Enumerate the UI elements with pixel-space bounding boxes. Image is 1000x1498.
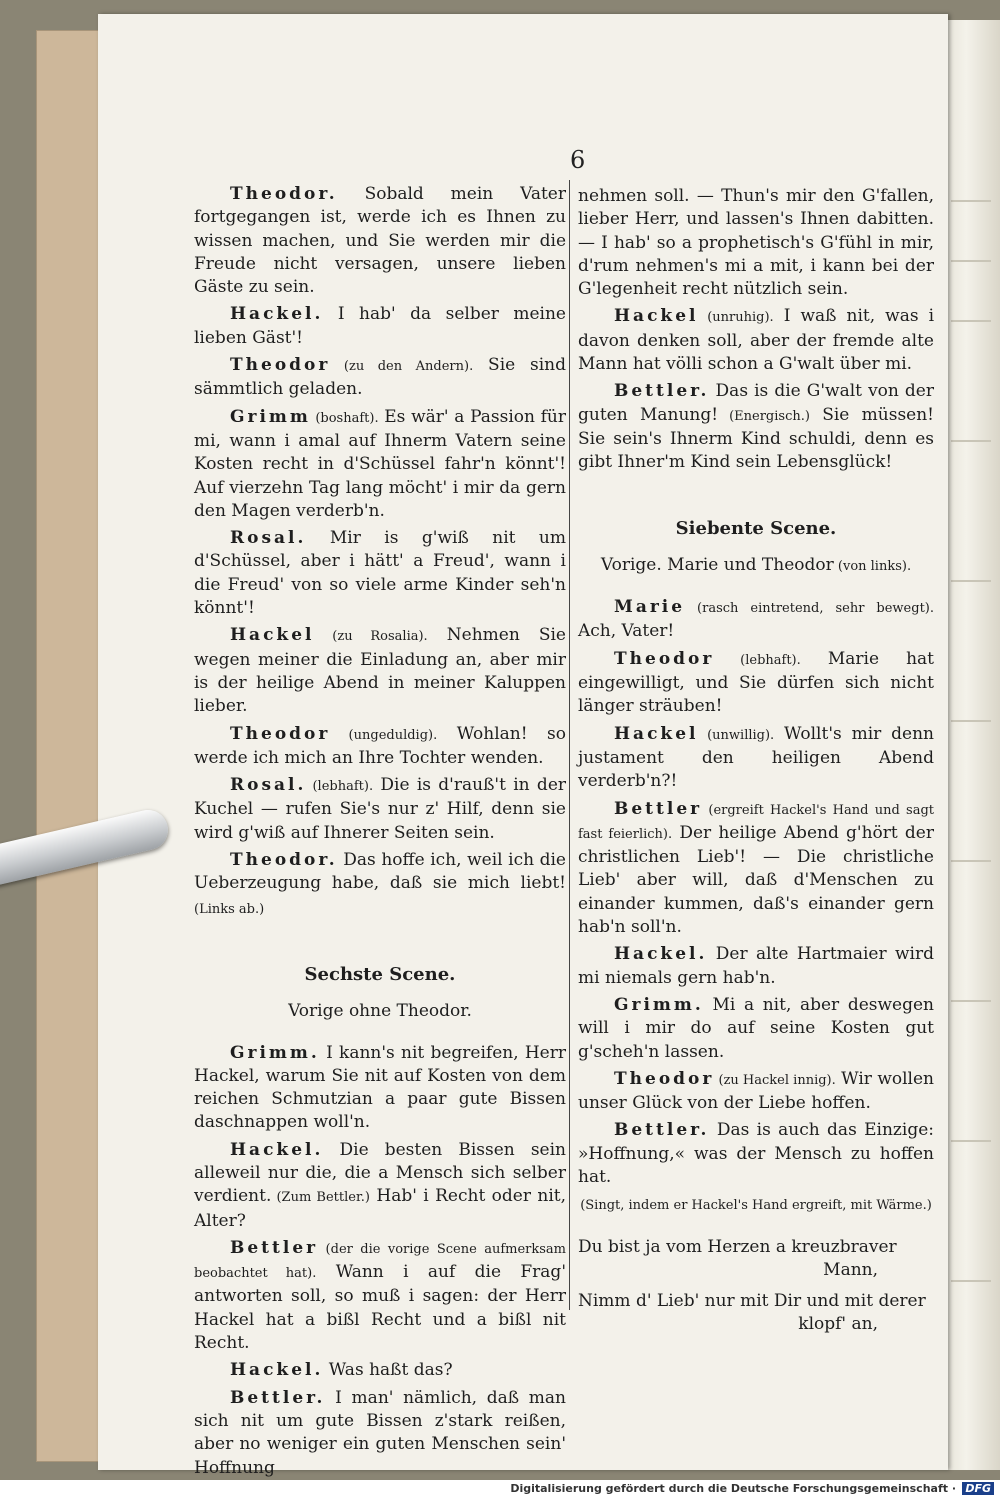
verse-line: Nimm d' Lieb' nur mit Dir und mit derer [578, 1291, 926, 1312]
dialogue-paragraph [194, 1237, 566, 1355]
dialogue-text: Der alte Hartmaier wird mi niemals gern hab'n. [578, 944, 934, 988]
speaker-name: Theodor [230, 723, 331, 744]
stage-direction: (Zum Bettler.) [271, 1190, 370, 1206]
dialogue-paragraph [578, 648, 934, 719]
verse-line: Du bist ja vom Herzen a kreuzbraver [578, 1236, 897, 1257]
dialogue-text: Sobald mein Vater fortgegangen ist, werde ich es Ihnen zu wissen machen, und Sie werden mir die Freude nicht versagen, unsere lieben Gäste zu sein. [194, 184, 566, 298]
speaker-name: Bettler. [614, 381, 710, 402]
right-column [578, 185, 934, 1341]
dialogue-paragraph [578, 943, 934, 990]
speaker-name: Theodor [230, 355, 331, 376]
stage-direction [578, 1193, 934, 1217]
dialogue-text: I hab' da selber meine lieben Gäst'! [194, 304, 566, 348]
footer [0, 1480, 1000, 1498]
speaker-name: Bettler [614, 798, 703, 819]
dialogue-text: Das is die G'walt von der guten Manung! [578, 381, 934, 425]
dialogue-text: I waß nit, was i davon denken soll, aber der fremde alte Mann hat völli schon a G'walt über mi. [578, 306, 935, 375]
verse-line: Mann, [823, 1259, 878, 1280]
scene-cast [578, 554, 934, 578]
dialogue-paragraph [578, 305, 934, 376]
dialogue-text: Die is d'rauß't in der Kuchel — rufen Sie's nur z' Hilf, denn sie wird g'wiß auf Ihnerer Seiten sein. [194, 775, 567, 843]
speaker-name: Hackel. [230, 1139, 324, 1160]
dialogue-paragraph [578, 1068, 934, 1116]
stage-direction: (rasch eintretend, sehr bewegt). [685, 601, 934, 617]
left-column [194, 183, 566, 1484]
scene-heading: Siebente Scene. [675, 517, 837, 539]
speaker-name: Rosal. [230, 528, 307, 549]
stage-direction-text: (Singt, indem er Hackel's Hand ergreift, mit Wärme.) [580, 1198, 932, 1214]
dialogue-text: Sie müssen! Sie sein's Ihnerm Kind schuldi, denn es gibt Ihner'm Kind sein Lebensglück! [578, 404, 935, 473]
speaker-name: Rosal. [230, 775, 307, 796]
dialogue-paragraph [194, 1139, 566, 1233]
dialogue-text: Wann i auf die Frag' antworten soll, so muß i sagen: der Herr Hackel hat a bißl Recht und a bißl nit Recht. [194, 1262, 566, 1354]
dialogue-paragraph [194, 849, 566, 921]
next-page-edge [942, 20, 1000, 1470]
dialogue-text: Mir is g'wiß nit um d'Schüssel, aber i hätt' a Freud', wann i die Freud' von so viele arme Kinder seh'n könnt'! [194, 528, 566, 619]
scene-cast [194, 1000, 566, 1023]
dialogue-text: Marie hat eingewilligt, und Sie dürfen sich nicht länger sträuben! [578, 648, 935, 717]
dialogue-paragraph [194, 183, 566, 299]
dialogue-text: Die besten Bissen sein alleweil nur die, die a Mensch sich selber verdient. [194, 1139, 566, 1207]
dialogue-paragraph [194, 354, 566, 402]
dialogue-paragraph [578, 723, 934, 794]
speaker-name: Marie [614, 597, 686, 618]
dialogue-paragraph [194, 1042, 566, 1135]
stage-direction: (Links ab.) [194, 901, 265, 917]
dialogue-text: Wohlan! so werde ich mich an Ihre Tochter wenden. [194, 723, 566, 768]
dialogue-text: I man' nämlich, daß man sich nit um gute Bissen z'stark reißen, aber no weniger ein guten Menschen sein' Hoffnung [194, 1387, 566, 1478]
dialogue-text: Hab' i Recht oder nit, Alter? [194, 1186, 567, 1231]
speaker-name: Hackel [614, 723, 699, 744]
speaker-name: Bettler. [614, 1120, 710, 1141]
stage-direction: (Energisch.) [718, 408, 810, 424]
dialogue-paragraph [194, 624, 566, 718]
dialogue-text: I kann's nit begreifen, Herr Hackel, warum Sie nit auf Kosten von dem reichen Schmutzian a paar gute Bissen daschnappen woll'n. [194, 1042, 566, 1133]
stage-direction: (lebhaft). [714, 652, 801, 668]
dialogue-paragraph [578, 596, 934, 644]
scene-heading: Sechste Scene. [304, 963, 456, 985]
cast-text: Vorige ohne Theodor. [288, 1001, 472, 1022]
speaker-name: Hackel [230, 625, 315, 646]
stage-direction: (zu Rosalia). [314, 629, 428, 645]
speaker-name: Theodor. [230, 850, 338, 871]
dialogue-paragraph [194, 1359, 566, 1382]
stage-direction: (ungeduldig). [330, 727, 438, 743]
dialogue-paragraph [194, 406, 566, 523]
dialogue-text: Was haßt das? [323, 1360, 453, 1381]
dialogue-text: Das is auch das Einzige: »Hoffnung,« was der Mensch zu hoffen hat. [578, 1120, 934, 1187]
stage-direction: (ergreift Hackel's Hand und sagt fast feierlich). [578, 802, 934, 842]
dialogue-paragraph [578, 185, 934, 301]
dialogue-paragraph [194, 303, 566, 350]
verse-line: klopf' an, [798, 1314, 878, 1335]
speaker-name: Grimm [230, 406, 311, 427]
dialogue-text: nehmen soll. — Thun's mir den G'fallen, lieber Herr, und lassen's Ihnen dabitten. — I hab' so a prophetisch's G'fühl in mir, d'rum nehmen's mi a mit, i kann bei der G'legenheit recht nützlich sein. [578, 186, 934, 300]
speaker-name: Bettler [230, 1237, 319, 1258]
dialogue-paragraph [578, 1119, 934, 1189]
page-number: 6 [570, 146, 586, 174]
stage-direction: (unruhig). [698, 310, 774, 326]
speaker-name: Grimm. [230, 1042, 320, 1063]
speaker-name: Hackel. [230, 1360, 324, 1381]
dialogue-text: Sie sind sämmtlich geladen. [194, 355, 566, 400]
dfg-logo: DFG [962, 1482, 994, 1495]
stage-direction: (lebhaft). [306, 779, 374, 795]
dialogue-paragraph [194, 527, 566, 620]
dialogue-text: Das hoffe ich, weil ich die Ueberzeugung habe, daß sie mich liebt! [194, 850, 566, 894]
stage-direction: (von links). [833, 558, 912, 574]
speaker-name: Grimm. [614, 994, 704, 1015]
dialogue-paragraph [194, 1387, 566, 1480]
dialogue-text: Wir wollen unser Glück von der Liebe hoffen. [578, 1068, 934, 1114]
footer-text: Digitalisierung gefördert durch die Deutsche Forschungsgemeinschaft · [510, 1482, 956, 1495]
dialogue-text: Wollt's mir denn justament den heiligen Abend verderb'n?! [578, 723, 934, 792]
stage-direction: (zu Hackel innig). [714, 1072, 836, 1088]
speaker-name: Hackel. [614, 944, 708, 965]
speaker-name: Hackel. [230, 304, 324, 325]
dialogue-text: Der heilige Abend g'hört der christlichen Lieb'! — Die christliche Lieb' aber will, daß d'Menschen zu einander kummen, daß's einander gern hab'n soll'n. [578, 822, 934, 938]
stage-direction: (der die vorige Scene aufmerksam beobachtet hat). [194, 1241, 566, 1282]
column-divider [569, 180, 570, 1310]
speaker-name: Theodor [614, 648, 715, 669]
stage-direction: (unwillig). [698, 727, 775, 743]
dialogue-paragraph [578, 994, 934, 1064]
dialogue-paragraph [578, 798, 934, 940]
dialogue-text: Nehmen Sie wegen meiner die Einladung an, aber mir is der heilige Abend in meiner Kaluppen lieber. [194, 625, 566, 717]
speaker-name: Hackel [614, 306, 699, 327]
speaker-name: Bettler. [230, 1387, 326, 1408]
dialogue-paragraph [194, 723, 566, 771]
speaker-name: Theodor. [230, 184, 338, 204]
dialogue-text: Ach, Vater! [578, 621, 675, 642]
dialogue-text: Es wär' a Passion für mi, wann i amal auf Ihnerm Vatern seine Kosten recht in d'Schüssel fahr'n könnt'! Auf vierzehn Tag lang möcht' i mir da gern den Magen verderb'n. [194, 406, 566, 521]
stage-direction: (boshaft). [310, 410, 379, 426]
stage-direction: (zu den Andern). [330, 359, 474, 375]
dialogue-paragraph [578, 380, 934, 474]
speaker-name: Theodor [614, 1068, 715, 1089]
dialogue-paragraph [194, 774, 566, 845]
cast-text: Vorige. Marie und Theodor [600, 554, 834, 575]
dialogue-text: Mi a nit, aber deswegen will i mir do auf seine Kosten gut g'scheh'n lassen. [578, 994, 934, 1062]
